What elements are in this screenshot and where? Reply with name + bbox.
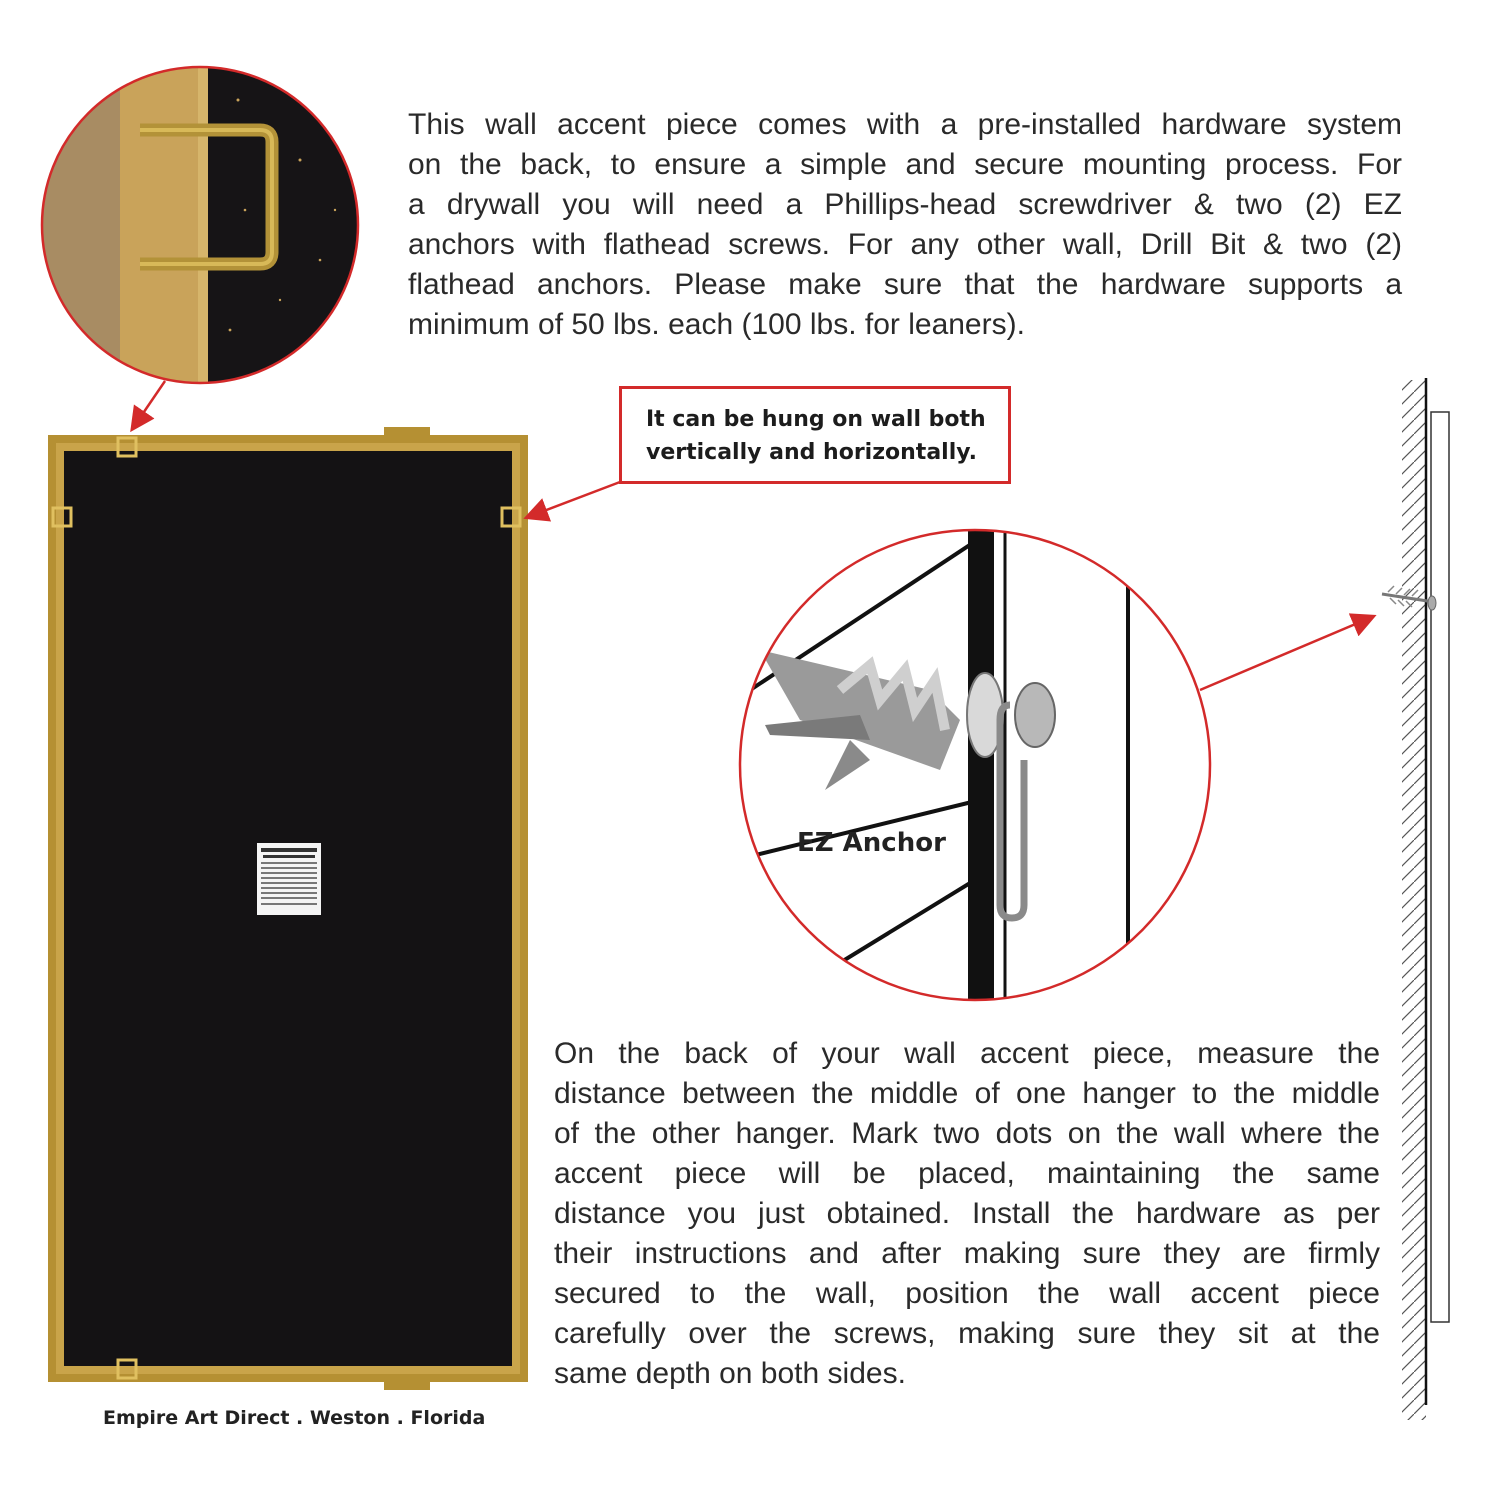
intro-line: minimum of 50 lbs. each (100 lbs. for leaners). — [408, 308, 1025, 341]
wall-hatching — [1402, 380, 1426, 1420]
install-line: distance you just obtained. Install the hardware as per — [554, 1197, 1380, 1230]
screw-head — [1015, 683, 1055, 747]
orientation-callout-box — [619, 386, 1011, 484]
footer-brand-location: Empire Art Direct . Weston . Florida — [103, 1407, 486, 1429]
install-line: their instructions and after making sure they are firmly — [554, 1237, 1380, 1270]
ez-anchor-label: EZ Anchor — [797, 828, 946, 858]
install-instructions-paragraph — [554, 1034, 1380, 1394]
intro-paragraph — [408, 105, 1402, 345]
intro-line: anchors with flathead screws. For any other wall, Drill Bit & two (2) — [408, 228, 1402, 261]
install-line: accent piece will be placed, maintaining the same — [554, 1157, 1380, 1190]
intro-line: on the back, to ensure a simple and secure mounting process. For — [408, 148, 1402, 181]
hanger-zoom-circle — [40, 65, 365, 385]
intro-line: This wall accent piece comes with a pre-installed hardware system — [408, 108, 1402, 141]
install-line: secured to the wall, position the wall accent piece — [554, 1277, 1380, 1310]
drywall-section — [968, 525, 994, 1005]
arrow-to-top-hanger — [133, 381, 165, 428]
artwork-side-profile — [1431, 412, 1449, 1322]
ez-anchor-zoom-circle — [735, 525, 1210, 1005]
install-line: same depth on both sides. — [554, 1357, 906, 1390]
arrow-to-wall-screw — [1200, 617, 1372, 690]
install-line: On the back of your wall accent piece, measure the — [554, 1037, 1380, 1070]
intro-line: flathead anchors. Please make sure that the hardware supports a — [408, 268, 1402, 301]
wall-side-view — [1382, 378, 1449, 1420]
frame-tab-top — [384, 427, 430, 437]
callout-line: It can be hung on wall both — [646, 407, 986, 432]
install-line: carefully over the screws, making sure they sit at the — [554, 1317, 1380, 1350]
arrow-to-side-hanger — [528, 482, 620, 517]
install-line: of the other hanger. Mark two dots on the wall where the — [554, 1117, 1380, 1150]
callout-line: vertically and horizontally. — [646, 440, 977, 465]
artwork-back-panel — [48, 427, 528, 1390]
intro-line: a drywall you will need a Phillips-head screwdriver & two (2) EZ — [408, 188, 1402, 221]
install-line: distance between the middle of one hanger to the middle — [554, 1077, 1380, 1110]
frame-tab-bottom — [384, 1380, 430, 1390]
